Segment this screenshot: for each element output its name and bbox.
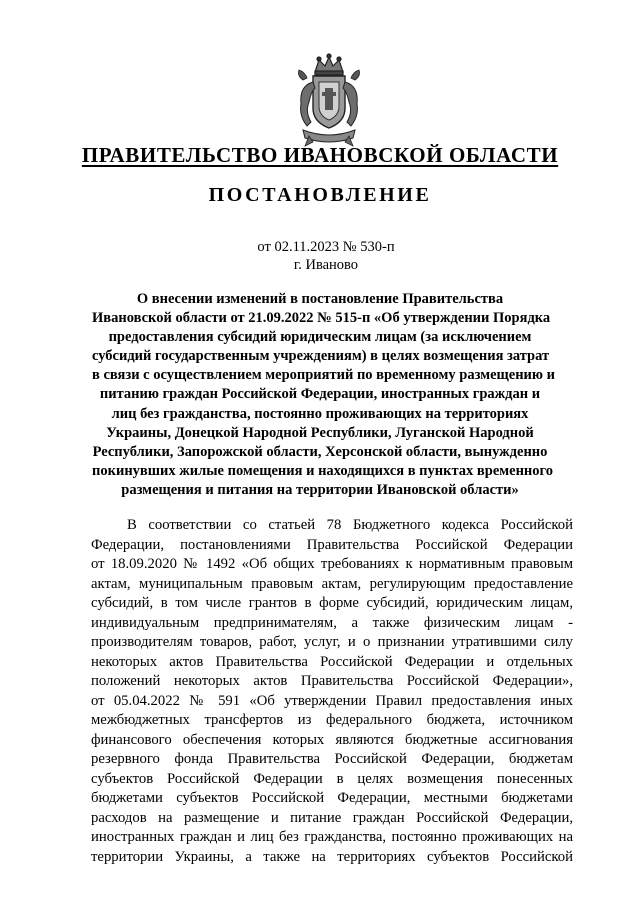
document-subject [92, 290, 555, 500]
body-line: Федерации, постановлениями Правительства Российской Федерации [91, 536, 573, 553]
body-line: бюджетами субъектов Российской Федерации, местными бюджетами [91, 790, 573, 806]
date-number-block [0, 238, 640, 274]
body-line: субсидий, в том числе грантов в форме субсидий, юридическим лицам, [91, 595, 573, 611]
body-line: иностранных граждан и лиц без гражданства, постоянно проживающих на [91, 829, 573, 845]
body-line: от 05.04.2022 № 591 «Об утверждении Правил предоставления иных [91, 692, 573, 709]
body-line: некоторых актов Правительства Российской Федерации и отдельных [91, 653, 573, 670]
body-line: субъектов Российской Федерации в целях возмещения понесенных [91, 770, 573, 787]
subject-line: лиц без гражданства, постоянно проживающих на территориях [111, 405, 529, 422]
body-line: производителям товаров, работ, услуг, и о признании утратившими силу [91, 634, 573, 650]
document-body [91, 516, 573, 867]
subject-line: предоставления субсидий юридическим лицам (за исключением [108, 329, 532, 346]
body-line: индивидуальным предпринимателям, а также физическим лицам - [91, 614, 573, 631]
body-line: от 18.09.2020 № 1492 «Об общих требованиях к нормативным правовым [91, 556, 573, 572]
body-line: расходов на размещение и питание граждан Российской Федерации, [91, 809, 573, 826]
subject-line: в связи с осуществлением мероприятий по временному размещению и [92, 367, 555, 384]
coat-of-arms-icon [289, 52, 369, 150]
document-type: ПОСТАНОВЛЕНИЕ [208, 184, 432, 206]
body-line: положений некоторых актов Правительства Российской Федерации», [91, 673, 573, 689]
body-line: резервного фонда Правительства Российской Федерации, бюджетам [91, 751, 573, 767]
document-city: г. Иваново [293, 257, 359, 273]
subject-line: Ивановской области от 21.09.2022 № 515-п «Об утверждении Порядка [92, 310, 551, 327]
body-line: В соответствии со статьей 78 Бюджетного кодекса Российской [127, 517, 573, 533]
subject-line: Республики, Запорожской области, Херсонской области, вынужденно [92, 443, 548, 460]
body-line: финансового обеспечения которых являются бюджетные ассигнования [91, 731, 573, 748]
body-line: актам, муниципальным правовым актам, регулирующим предоставление [91, 575, 573, 592]
subject-line: покинувших жилые помещения и находящихся в пунктах временного [92, 462, 553, 479]
subject-line: О внесении изменений в постановление Правительства [136, 291, 504, 307]
subject-line: размещения и питания на территории Ивановской области» [121, 481, 519, 498]
body-line: территории Украины, а также на территориях субъектов Российской [91, 848, 573, 865]
subject-line: Украины, Донецкой Народной Республики, Луганской Народной [106, 424, 534, 441]
subject-line: питанию граждан Российской Федерации, иностранных граждан и [99, 386, 541, 403]
subject-line: субсидий государственным учреждениям) в целях возмещения затрат [92, 348, 550, 365]
body-line: межбюджетных трансфертов из федерального бюджета, источником [91, 712, 573, 728]
organization-title: ПРАВИТЕЛЬСТВО ИВАНОВСКОЙ ОБЛАСТИ [81, 143, 559, 167]
document-date-number: от 02.11.2023 № 530-п [257, 239, 395, 255]
